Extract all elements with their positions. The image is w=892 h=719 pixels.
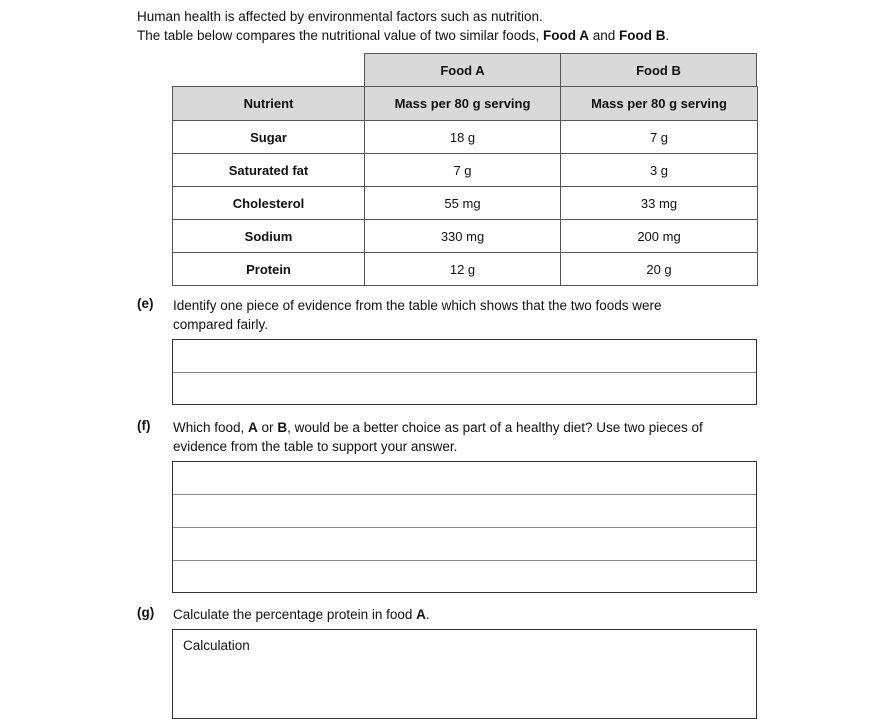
food-a-cell: 18 g [365, 121, 561, 154]
intro-line-2-text: The table below compares the nutritional value of two similar foods, [137, 28, 543, 43]
answer-box-f[interactable] [172, 461, 757, 593]
question-g-text [173, 605, 773, 624]
col-mass-a: Mass per 80 g serving [365, 87, 561, 121]
food-a-cell: 7 g [365, 154, 561, 187]
food-b-cell: 3 g [561, 154, 758, 187]
table-row [173, 253, 758, 286]
food-b-cell: 33 mg [561, 187, 758, 220]
food-a-cell: 12 g [365, 253, 561, 286]
question-g-food: A [416, 607, 426, 622]
answer-line[interactable] [173, 462, 756, 495]
calculation-label: Calculation [183, 638, 250, 653]
table-header-row [173, 87, 758, 121]
table-row [173, 220, 758, 253]
calculation-box[interactable] [172, 629, 757, 719]
question-e-label: (e) [137, 296, 154, 311]
question-f-suffix: , would be a better choice as part of a healthy diet? Use two pieces of [287, 420, 703, 435]
nutrient-cell: Saturated fat [173, 154, 365, 187]
nutrient-cell: Cholesterol [173, 187, 365, 220]
intro-line-2 [137, 27, 669, 45]
col-mass-b: Mass per 80 g serving [561, 87, 758, 121]
answer-line[interactable] [173, 528, 756, 561]
question-f-text: Which food, [173, 420, 249, 435]
answer-line[interactable] [173, 340, 756, 373]
table-row [173, 121, 758, 154]
intro-and: and [588, 28, 619, 43]
food-a-cell: 55 mg [365, 187, 561, 220]
nutrient-cell: Sugar [173, 121, 365, 154]
answer-line[interactable] [173, 561, 756, 594]
food-a-header: Food A [364, 53, 561, 87]
question-g-period: . [425, 607, 430, 622]
food-b-header: Food B [560, 53, 757, 87]
food-b-cell: 7 g [561, 121, 758, 154]
answer-line[interactable] [173, 373, 756, 406]
question-f-label: (f) [137, 418, 151, 433]
food-b-cell: 200 mg [561, 220, 758, 253]
question-e-line-2: compared fairly. [173, 317, 269, 332]
question-f-line-2: evidence from the table to support your answer. [173, 439, 458, 454]
nutrient-cell: Protein [173, 253, 365, 286]
answer-box-e[interactable] [172, 339, 757, 405]
question-e-line-1: Identify one piece of evidence from the table which shows that the two foods were [173, 298, 662, 313]
table-row [173, 187, 758, 220]
food-a-cell: 330 mg [365, 220, 561, 253]
or-text: or [257, 420, 278, 435]
col-nutrient: Nutrient [173, 87, 365, 121]
question-g-prefix: Calculate the percentage protein in food [173, 607, 417, 622]
answer-line[interactable] [173, 495, 756, 528]
food-b-cell: 20 g [561, 253, 758, 286]
intro-period: . [665, 28, 670, 43]
intro-line-1: Human health is affected by environmental factors such as nutrition. [137, 9, 543, 24]
intro-food-b: Food B [618, 28, 666, 43]
nutrient-cell: Sodium [173, 220, 365, 253]
question-f-line-1 [173, 418, 773, 437]
question-g-label: (g) [137, 605, 155, 620]
table-row [173, 154, 758, 187]
option-b: B [277, 420, 288, 435]
option-a: A [248, 420, 258, 435]
nutrition-table [172, 86, 758, 286]
intro-food-a: Food A [542, 28, 589, 43]
